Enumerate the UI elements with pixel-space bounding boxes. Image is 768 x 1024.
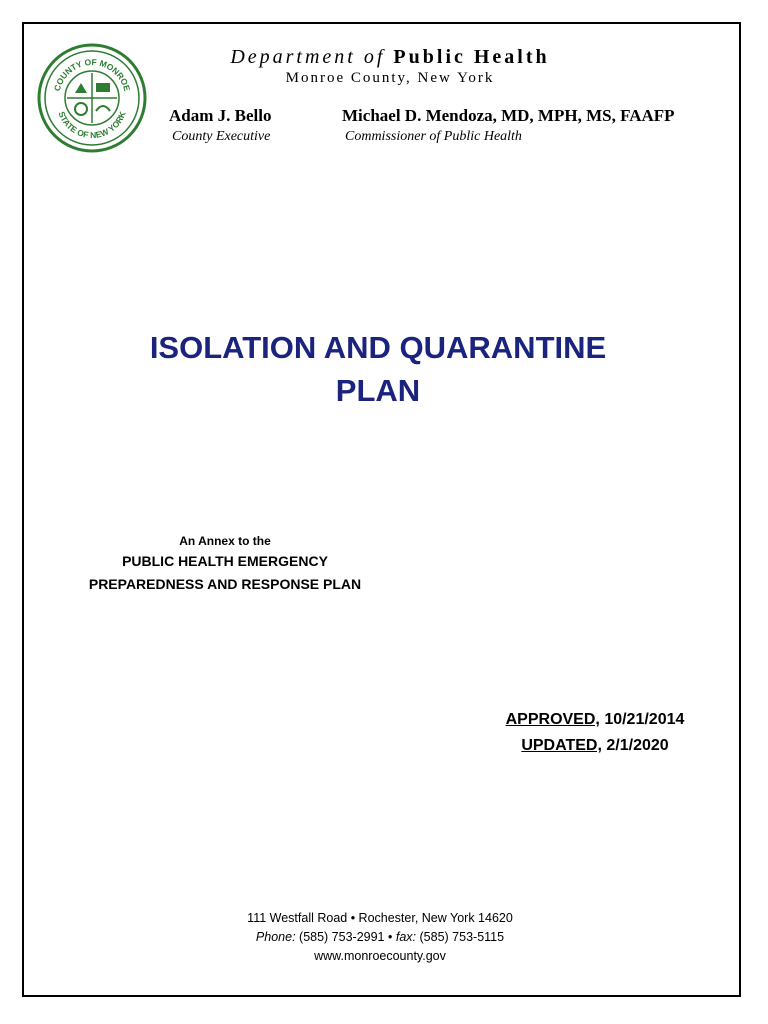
fax-label: fax: — [395, 930, 417, 944]
footer-contact — [130, 930, 630, 944]
fax-number: (585) 753-5115 — [419, 930, 505, 944]
svg-text:COUNTY OF MONROE: COUNTY OF MONROE — [51, 56, 133, 93]
executive-name: Adam J. Bello — [169, 106, 272, 125]
approved-label: APPROVED, — [505, 711, 600, 728]
department-title-bold: Public Health — [393, 46, 550, 68]
updated-label: UPDATED, — [521, 737, 602, 754]
document-title-line-2: PLAN — [335, 373, 421, 408]
phone-label: Phone: — [255, 930, 296, 944]
document-title-line-1: ISOLATION AND QUARANTINE — [149, 330, 607, 365]
svg-text:STATE OF NEW YORK: STATE OF NEW YORK — [56, 109, 128, 141]
approved-date: 10/21/2014 — [604, 711, 685, 728]
executive-title: County Executive — [172, 129, 271, 144]
department-title-italic: Department of — [230, 46, 386, 68]
county-seal-logo — [37, 43, 147, 153]
footer-bullet: • — [388, 930, 393, 944]
phone-number: (585) 753-2991 — [299, 930, 385, 944]
annex-title-line-2: PREPAREDNESS AND RESPONSE PLAN — [88, 576, 362, 592]
updated-date: 2/1/2020 — [606, 737, 669, 754]
annex-title-line-1: PUBLIC HEALTH EMERGENCY — [122, 553, 328, 569]
footer-address: 111 Westfall Road • Rochester, New York 14620 — [247, 911, 513, 925]
document-title — [80, 326, 676, 412]
updated-line — [460, 737, 730, 755]
department-title — [150, 46, 630, 69]
approved-line — [460, 711, 730, 729]
footer-website: www.monroecounty.gov — [314, 949, 446, 963]
county-subtitle: Monroe County, New York — [285, 70, 495, 86]
commissioner-name: Michael D. Mendoza, MD, MPH, MS, FAAFP — [342, 106, 675, 125]
commissioner-title: Commissioner of Public Health — [345, 129, 522, 144]
page-border — [22, 22, 741, 997]
annex-intro: An Annex to the — [179, 534, 271, 548]
